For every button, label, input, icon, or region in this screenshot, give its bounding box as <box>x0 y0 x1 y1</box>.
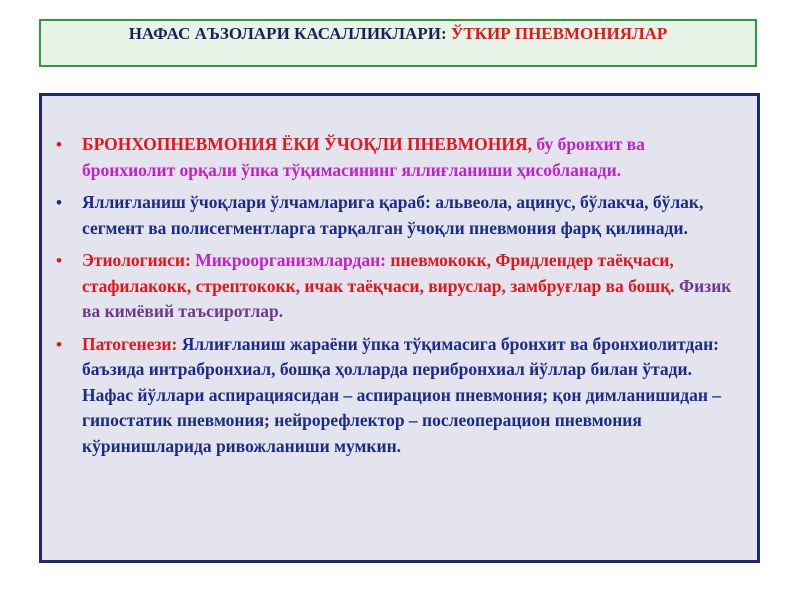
bullet-dot-icon: • <box>56 334 62 354</box>
bullet-item-pathogenesis <box>54 332 735 460</box>
bullet-dot-icon: • <box>56 135 62 154</box>
content-panel <box>39 93 760 563</box>
bullet3-factors: Физик ва кимёвий таъсиротлар. <box>82 275 732 321</box>
bullet4-label: Патогенези: <box>82 333 182 354</box>
bullet3-pathogens: пневмококк, Фридлендер таёқчаси, стафилакокк, стрептококк, ичак таёқчаси, вируслар, замбруғлар ва бошқ. <box>82 250 680 296</box>
bullet4-text: Яллиғланиш жараёни ўпка тўқимасига бронхит ва бронхиолитдан: баъзида интрабронхиал, бошқа ҳолларда перибронхиал йўллар билан ўтади. Нафас йўллари аспирациясидан – аспирацион пневмония; қон димланишидан – гипостатик пневмония; нейрорефлектор – послеоперацион пневмония кўринишларида ривожланиши мумкин. <box>82 333 722 456</box>
bullet3-subhead: Микроорганизмлардан: <box>195 250 391 270</box>
bullet-item-bronchopneumonia <box>54 132 735 183</box>
title-text-part1: НАФАС АЪЗОЛАРИ КАСАЛЛИКЛАРИ: <box>128 24 451 43</box>
title-text-part2: ЎТКИР ПНЕВМОНИЯЛАР <box>450 24 668 43</box>
bullet-dot-icon: • <box>56 193 62 212</box>
bullet2-text: Яллиғланиш ўчоқлари ўлчамларига қараб: альвеола, ацинус, бўлакча, бўлак, сегмент ва полисегментларга тарқалган ўчоқли пневмония фарқ қилинади. <box>82 192 704 238</box>
slide-title <box>39 19 757 67</box>
bullet1-text: бу бронхит ва бронхиолит орқали ўпка тўқимасининг яллиғланиши ҳисобланади. <box>82 134 645 180</box>
bullet1-heading: БРОНХОПНЕВМОНИЯ ЁКИ ЎЧОҚЛИ ПНЕВМОНИЯ, <box>82 134 537 154</box>
bullet-item-etiology <box>54 248 735 325</box>
bullet3-label: Этиологияси: <box>82 250 196 270</box>
bullet-dot-icon: • <box>56 251 62 270</box>
bullet-list <box>54 132 735 459</box>
bullet-item-foci-sizes <box>54 190 735 241</box>
